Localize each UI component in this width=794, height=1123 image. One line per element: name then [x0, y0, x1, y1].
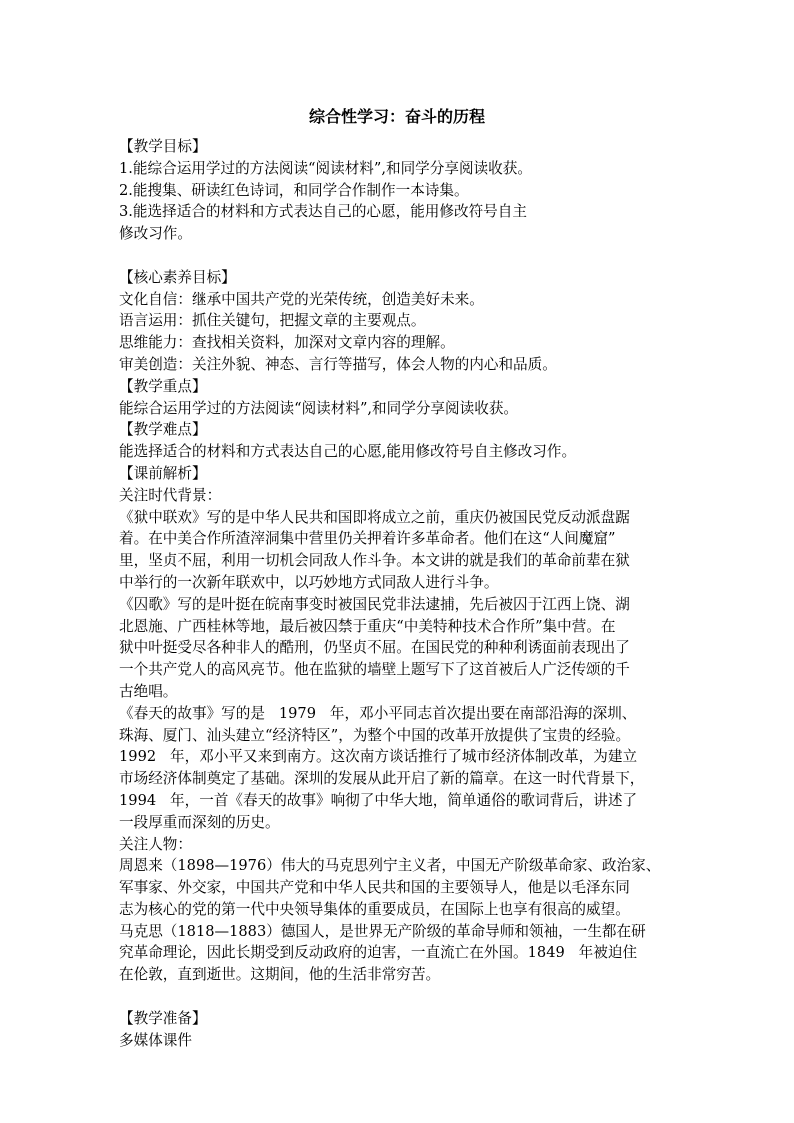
text-line: 《春天的故事》写的是 1979 年，邓小平同志首次提出要在南部沿海的深圳、 [119, 704, 637, 722]
section-heading: 【教学目标】 [119, 138, 207, 155]
text-line: 马克思（1818—1883）德国人，是世界无产阶级的革命导师和领袖，一生都在研 [119, 922, 646, 940]
text-line: 《狱中联欢》写的是中华人民共和国即将成立之前，重庆仍被国民党反动派盘踞 [119, 508, 630, 526]
text-line: 能综合运用学过的方法阅读“阅读材料”,和同学分享阅读收获。 [119, 399, 519, 417]
section-heading: 【教学重点】 [119, 377, 207, 395]
text-line: 能选择适合的材料和方式表达自己的心愿,能用修改符号自主修改习作。 [119, 443, 577, 461]
text-line: 珠海、厦门、汕头建立“经济特区”，为整个中国的改革开放提供了宝贵的经验。 [119, 726, 631, 744]
text-line: 军事家、外交家，中国共产党和中华人民共和国的主要领导人，他是以毛泽东同 [119, 879, 630, 897]
blank-line [119, 986, 679, 1008]
text-line: 2.能搜集、研读红色诗词，和同学合作制作一本诗集。 [119, 181, 469, 199]
text-line: 一个共产党人的高风亮节。他在监狱的墙壁上题写下了这首被后人广泛传颂的千 [119, 661, 630, 679]
text-line: 1994 年，一首《春天的故事》响彻了中华大地，简单通俗的歌词背后，讲述了 [119, 791, 638, 809]
text-line: 文化自信：继承中国共产党的光荣传统，创造美好未来。 [119, 290, 484, 308]
section-heading: 【教学难点】 [119, 421, 207, 439]
text-line: 中举行的一次新年联欢中，以巧妙地方式同敌人进行斗争。 [119, 573, 499, 591]
text-line: 语言运用：抓住关键句，把握文章的主要观点。 [119, 312, 426, 330]
section-heading: 【核心素养目标】 [119, 268, 236, 286]
text-line: 《囚歌》写的是叶挺在皖南事变时被国民党非法逮捕，先后被囚于江西上饶、湖 [119, 595, 630, 613]
text-line: 古绝唱。 [119, 682, 178, 700]
text-line: 志为核心的党的第一代中央领导集体的重要成员，在国际上也享有很高的威望。 [119, 900, 630, 918]
section-pre-class-analysis [119, 463, 679, 986]
section-teaching-key-points [119, 376, 679, 420]
text-line: 市场经济体制奠定了基础。深圳的发展从此开启了新的篇章。在这一时代背景下， [119, 770, 645, 788]
text-line: 究革命理论，因此长期受到反动政府的迫害，一直流亡在外国。1849 年被迫住 [119, 944, 638, 962]
section-teaching-preparation [119, 1008, 679, 1052]
section-teaching-difficulties [119, 419, 679, 463]
text-line: 在伦敦，直到逝世。这期间，他的生活非常穷苦。 [119, 966, 441, 984]
text-line: 1992 年，邓小平又来到南方。这次南方谈话推行了城市经济体制改革，为建立 [119, 748, 638, 766]
text-line: 多媒体课件 [119, 1031, 192, 1049]
text-line: 狱中叶挺受尽各种非人的酷刑，仍坚贞不屈。在国民党的种种利诱面前表现出了 [119, 639, 630, 657]
text-line: 思维能力：查找相关资料，加深对文章内容的理解。 [119, 334, 455, 352]
blank-line [119, 245, 679, 267]
text-line: 里，坚贞不屈，利用一切机会同敌人作斗争。本文讲的就是我们的革命前辈在狱 [119, 552, 630, 570]
page-title: 综合性学习：奋斗的历程 [308, 107, 485, 126]
text-line: 周恩来（1898—1976）伟大的马克思列宁主义者，中国无产阶级革命家、政治家、 [119, 857, 661, 875]
text-line: 关注人物： [119, 835, 192, 853]
document-body [119, 136, 679, 1051]
section-core-literacy-goals [119, 267, 679, 376]
text-line: 着。在中美合作所渣滓洞集中营里仍关押着许多革命者。他们在这“人间魔窟” [119, 530, 616, 548]
section-heading: 【教学准备】 [119, 1009, 207, 1027]
text-line: 审美创造：关注外貌、神态、言行等描写，体会人物的内心和品质。 [119, 355, 557, 373]
text-line: 1.能综合运用学过的方法阅读“阅读材料”,和同学分享阅读收获。 [119, 159, 532, 177]
text-line: 北恩施、广西桂林等地，最后被囚禁于重庆“中美特种技术合作所”集中营。在 [119, 617, 616, 635]
section-teaching-goals [119, 136, 679, 245]
text-line: 关注时代背景： [119, 486, 222, 504]
text-line: 3.能选择适合的材料和方式表达自己的心愿，能用修改符号自主 [119, 203, 527, 221]
section-heading: 【课前解析】 [119, 464, 207, 482]
text-line: 一段厚重而深刻的历史。 [119, 813, 280, 831]
text-line: 修改习作。 [119, 225, 192, 243]
